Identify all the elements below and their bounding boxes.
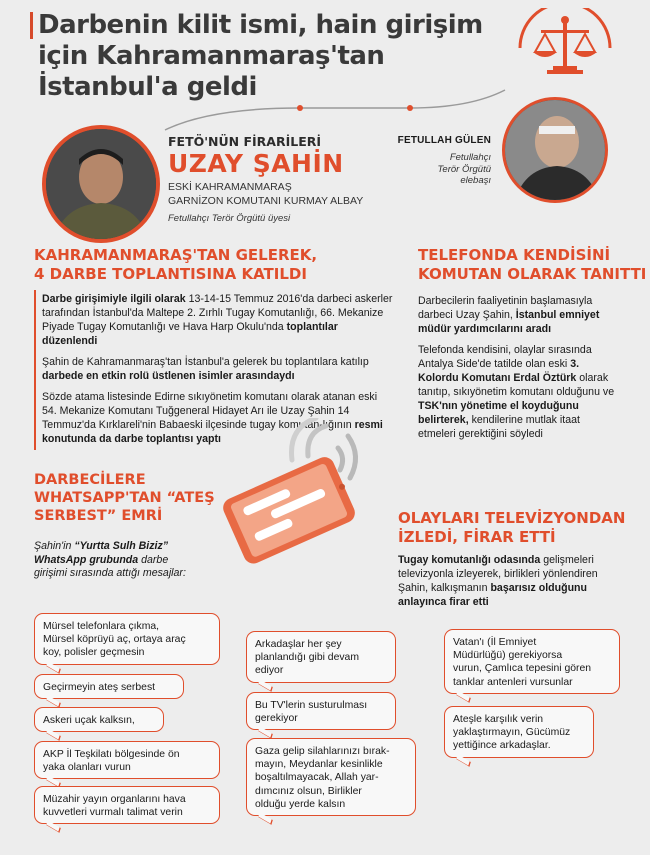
message-bubble: Vatan'ı (İl Emniyet Müdürlüğü) gerekiyorsa vurun, Çamlıca tepesini gören tanklar antenleri vursunlar bbox=[444, 629, 620, 694]
message-bubble: Askeri uçak kalksın, bbox=[34, 707, 164, 732]
section1-paragraph-2: Şahin de Kahramanmaraş'tan İstanbul'a gelerek bu toplantılara katılıp darbede en etkin rolü üstlenen isimler arasındaydı bbox=[42, 356, 369, 382]
gulen-role: Fetullahçı Terör Örgütü elebaşı bbox=[437, 152, 491, 186]
section1-paragraph-3: Sözde atama listesinde Edirne sıkıyönetim komutanı olarak atanan eski 54. Mekanize Komutanı Tuğgeneral Hidayet Arı ile Uzay Şahin 14 Temmuz'da Kırklareli'nin Babaeski ilçesinde tugay komutan-lığının resmi konutunda da darbe toplantısı yaptı bbox=[42, 391, 383, 445]
profile-role: ESKİ KAHRAMANMARAŞ GARNİZON KOMUTANI KURMAY ALBAY bbox=[168, 181, 364, 207]
message-bubble: AKP İl Teşkilatı bölgesinde ön yaka olanları vurun bbox=[34, 741, 220, 779]
section3-heading: DARBECİLERE WHATSAPP'TAN “ATEŞ SERBEST” EMRİ bbox=[34, 472, 215, 524]
message-bubble: Mürsel telefonlara çıkma, Mürsel köprüyü aç, ortaya araç koy, polisler geçmesin bbox=[34, 613, 220, 665]
message-bubble: Ateşle karşılık verin yaklaştırmayın, Gücümüz yettiğince arkadaşlar. bbox=[444, 706, 594, 758]
message-bubble: Gaza gelip silahlarınızı bırak- mayın, Meydanlar kesinlikle boşaltılmayacak, Allah yar- dımcınız olsun, Birlikler olduğu yerde kalsın bbox=[246, 738, 416, 816]
section3-intro: Şahin'in “Yurtta Sulh Biziz” WhatsApp grubunda darbe girişimi sırasında attığı mesajlar: bbox=[34, 540, 186, 579]
profile-name: UZAY ŞAHİN bbox=[168, 149, 344, 178]
message-bubble: Bu TV'lerin susturulması gerekiyor bbox=[246, 692, 396, 730]
gulen-name: FETULLAH GÜLEN bbox=[397, 135, 491, 146]
section4-heading: OLAYLARI TELEVİZYONDAN İZLEDİ, FİRAR ETTİ bbox=[398, 509, 626, 546]
profile-kicker: FETÖ'NÜN FİRARİLERİ bbox=[168, 134, 322, 149]
section1-rule bbox=[34, 290, 36, 450]
message-bubble: Arkadaşlar her şey planlandığı gibi devam ediyor bbox=[246, 631, 396, 683]
phone-illustration bbox=[188, 418, 398, 568]
section2-paragraph-1: Darbecilerin faaliyetinin başlamasıyla darbeci Uzay Şahin, İstanbul emniyet müdür yardımcılarını aradı bbox=[418, 295, 600, 335]
section2-heading: TELEFONDA KENDİSİNİ KOMUTAN OLARAK TANITTI bbox=[418, 246, 647, 283]
title-accent-bar bbox=[30, 12, 33, 39]
profile-org: Fetullahçı Terör Örgütü üyesi bbox=[168, 213, 291, 224]
section4-body: Tugay komutanlığı odasında gelişmeleri televizyonla izleyerek, birlikleri yönlendiren Şahin, kalkışmanın başarısız olduğunu anlayınca firar etti bbox=[398, 554, 598, 608]
section1-paragraph-1: Darbe girişimiyle ilgili olarak 13-14-15 Temmuz 2016'da darbeci askerler tarafından İstanbul'da Maltepe 2. Zırhlı Tugay Komutanlığı, 66. Mekanize Piyade Tugay Komutanlığı ve Hava Harp Okulu'nda toplantılar düzenlendi bbox=[42, 293, 393, 347]
page-title: Darbenin kilit ismi, hain girişim için Kahramanmaraş'tan İstanbul'a geldi bbox=[38, 10, 483, 102]
section1-heading: KAHRAMANMARAŞ'TAN GELEREK, 4 DARBE TOPLANTISINA KATILDI bbox=[34, 246, 318, 283]
gulen-photo bbox=[502, 97, 608, 203]
message-bubble: Geçirmeyin ateş serbest bbox=[34, 674, 184, 699]
section2-body bbox=[418, 294, 618, 441]
section2-paragraph-2: Telefonda kendisini, olaylar sırasında Antalya Side'de tatilde olan eski 3. Kolordu Komutanı Erdal Öztürk olarak tanıtıp, sıkıyönetim komutanı olduğunu ve TSK'nın yönetime el koyduğunu belirterek, kendilerine mutlak itaat etmeleri gerektiğini söyledi bbox=[418, 344, 615, 440]
sahin-photo bbox=[42, 125, 160, 243]
profile-block bbox=[168, 134, 428, 224]
message-bubble: Müzahir yayın organlarını hava kuvvetleri vurmalı talimat verin bbox=[34, 786, 220, 824]
